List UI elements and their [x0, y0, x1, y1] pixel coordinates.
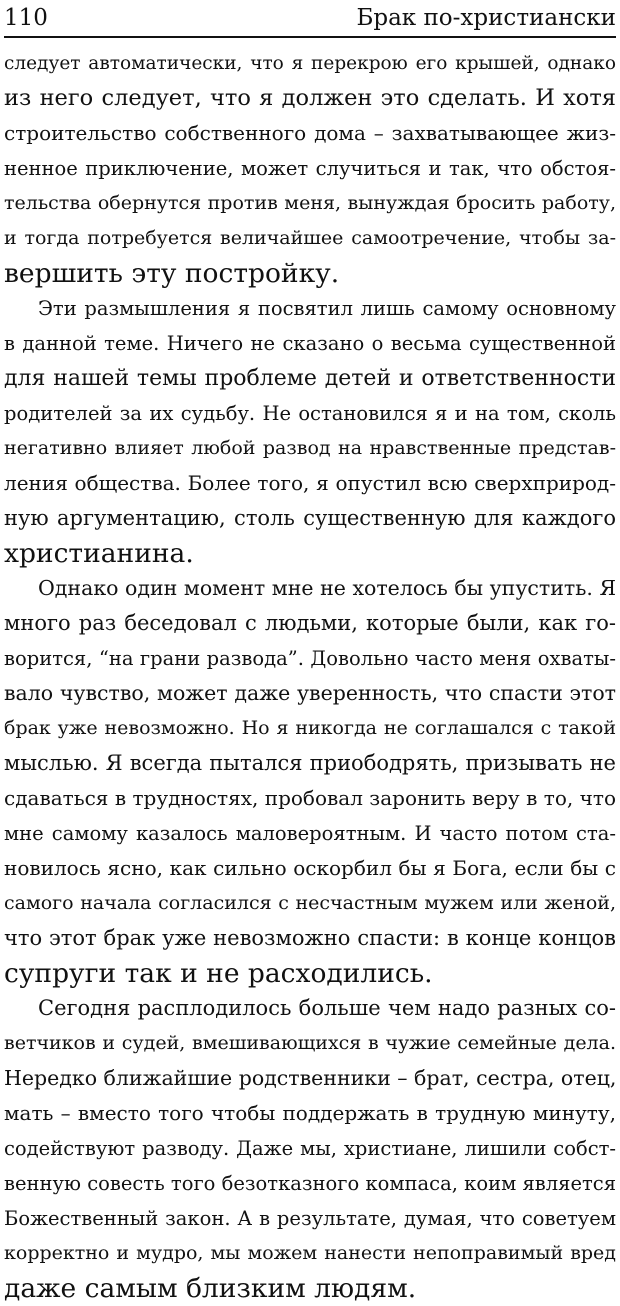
text-line: из него следует, что я должен это сделать. И хотя	[4, 85, 616, 111]
page-number: 110	[4, 5, 48, 31]
text-line: ненное приключение, может случиться и так, что обстоя-	[4, 157, 616, 180]
text-line: и тогда потребуется величайшее самоотречение, чтобы за-	[4, 227, 616, 249]
text-line: Нередко ближайшие родственники – брат, сестра, отец,	[4, 1066, 617, 1090]
text-line: тельства обернутся против меня, вынуждая бросить работу,	[4, 192, 616, 214]
text-line: Божественный закон. А в результате, думая, что советуем	[4, 1207, 616, 1230]
text-line: содействуют разводу. Даже мы, христиане, лишили собст-	[4, 1137, 616, 1160]
paragraph	[4, 291, 616, 571]
running-title: Брак по-христиански	[356, 5, 616, 31]
text-line: негативно влияет любой развод на нравственные представ-	[4, 437, 616, 459]
text-line: Сегодня расплодилось больше чем надо разных со-	[38, 996, 616, 1020]
text-line: родителей за их судьбу. Не остановился я и на том, сколь	[4, 402, 616, 425]
text-line: самого начала согласился с несчастным мужем или женой,	[4, 892, 616, 914]
body-text	[4, 46, 616, 1306]
text-line: корректно и мудро, мы можем нанести непоправимый вред	[4, 1242, 616, 1264]
text-line: в данной теме. Ничего не сказано о весьма существенной	[4, 332, 616, 355]
text-line: следует автоматически, что я перекрою его крышей, однако	[4, 53, 616, 74]
text-line: много раз беседовал с людьми, которые были, как го-	[4, 611, 616, 635]
text-line: ворится, “на грани развода”. Довольно часто меня охваты-	[4, 647, 616, 670]
running-header	[4, 0, 616, 38]
text-line: ветчиков и судей, вмешивающихся в чужие семейные дела.	[4, 1032, 616, 1054]
text-line: что этот брак уже невозможно спасти: в конце концов	[4, 926, 616, 950]
text-line: Эти размышления я посвятил лишь самому основному	[38, 297, 616, 320]
text-line: строительство собственного дома – захватывающее жиз-	[4, 121, 616, 145]
text-line: даже самым близким людям.	[4, 1273, 417, 1304]
text-line: христианина.	[4, 538, 194, 569]
paragraph	[4, 991, 616, 1306]
text-line: новилось ясно, как сильно оскорбил бы я Бога, если бы с	[4, 856, 616, 880]
text-line: венную совесть того безотказного компаса, коим является	[4, 1172, 616, 1195]
paragraph	[4, 571, 616, 991]
text-line: брак уже невозможно. Но я никогда не соглашался с такой	[4, 717, 616, 739]
text-line: супруги так и не расходились.	[4, 958, 433, 989]
text-line: ления общества. Более того, я опустил всю сверхприрод-	[4, 471, 616, 495]
text-line: для нашей темы проблеме детей и ответственности	[4, 366, 616, 391]
text-line: мать – вместо того чтобы поддержать в трудную минуту,	[4, 1101, 616, 1125]
text-line: сдаваться в трудностях, пробовал заронить веру в то, что	[4, 786, 616, 810]
text-line: Однако один момент мне не хотелось бы упустить. Я	[38, 576, 616, 600]
paragraph	[4, 46, 616, 291]
text-line: вершить эту постройку.	[4, 258, 340, 289]
text-line: мыслью. Я всегда пытался приободрять, призывать не	[4, 751, 616, 775]
text-line: вало чувство, может даже уверенность, что спасти этот	[4, 681, 616, 705]
text-line: мне самому казалось маловероятным. И часто потом ста-	[4, 822, 616, 845]
text-line: ную аргументацию, столь существенную для каждого	[4, 506, 616, 530]
